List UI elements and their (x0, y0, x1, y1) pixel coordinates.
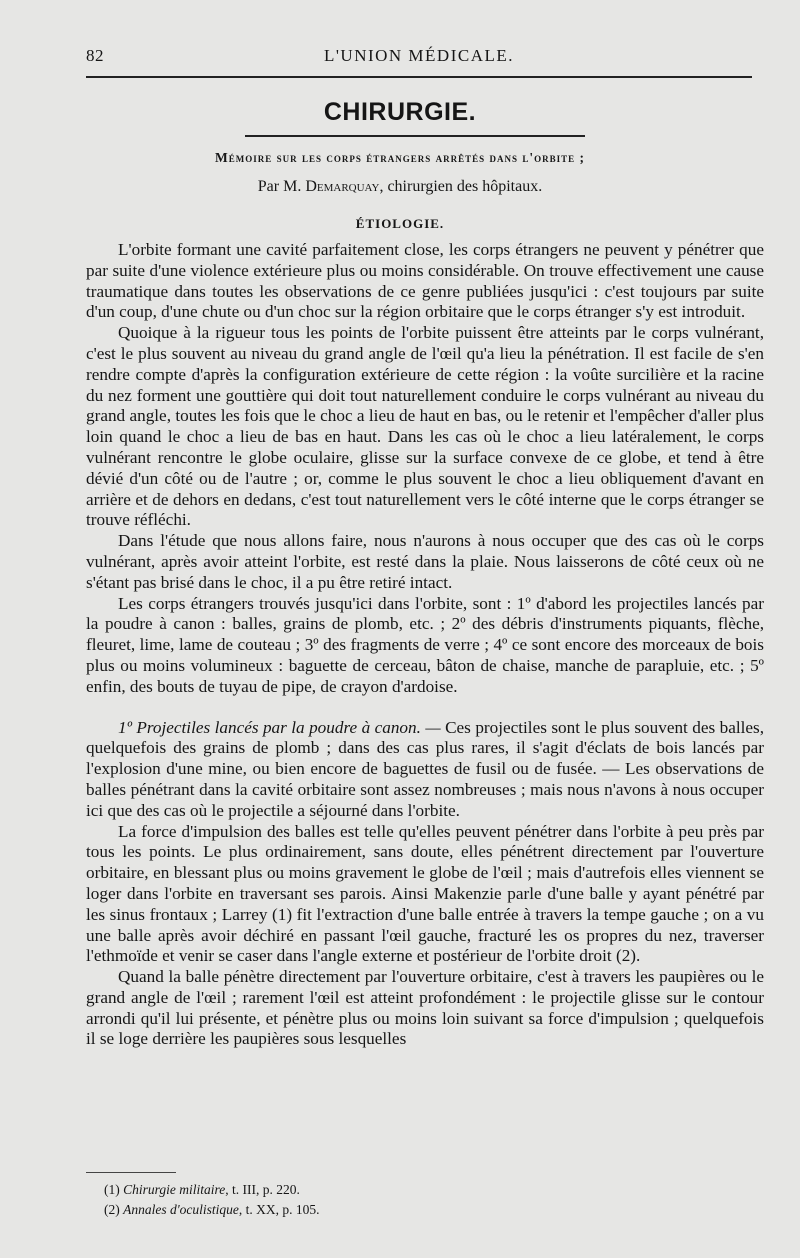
footnotes (104, 1180, 320, 1220)
footnote: (2) Annales d'oculistique, t. XX, p. 105. (104, 1202, 320, 1217)
paragraph (86, 718, 764, 822)
running-header (86, 46, 752, 70)
author-suffix: , chirurgien des hôpitaux. (379, 178, 543, 195)
footnote-source: Annales d'oculistique (123, 1202, 239, 1217)
footnote-ref: , t. III, p. 220. (225, 1182, 300, 1197)
paragraph-text: Ces projectiles sont le plus souvent des balles, quelquefois des grains de plomb ; dans des cas plus rares, il s'agit d'éclats de bois lancés par l'explosion d'une mine, ou bien encore de baguettes de fusil ou de fusée. — Les observations de balles pénétrant dans la cavité orbitaire sont assez nombreuses ; mais nous n'avons à nous occuper ici que des cas où le projectile a séjourné dans l'orbite. (86, 717, 765, 820)
header-rule (86, 76, 752, 78)
footnote-source: Chirurgie militaire (123, 1182, 226, 1197)
footnote-rule (86, 1172, 176, 1173)
article-body (86, 240, 764, 1050)
paragraph: Dans l'étude que nous allons faire, nous n'aurons à nous occuper que des cas où le corps vulnérant, après avoir atteint l'orbite, est resté dans la plaie. Nous laisserons de côté ceux où ne s'étant pas brisé dans le choc, il a pu être retiré intact. (86, 531, 764, 592)
section-title: CHIRURGIE. (323, 98, 477, 126)
paragraph: Les corps étrangers trouvés jusqu'ici dans l'orbite, sont : 1º d'abord les projectiles lancés par la poudre à canon : balles, grains de plomb, etc. ; 2º des débris d'instruments piquants, flèche, fleuret, lime, lame de couteau ; 3º des fragments de verre ; 4º ce sont encore des morceaux de bois plus ou moins volumineux : baguette de cerceau, bâton de chaise, manche de parapluie, etc. ; 5º enfin, des bouts de tuyau de pipe, de crayon d'ardoise. (86, 593, 764, 696)
memoire-title: Mémoire sur les corps étrangers arrêtés dans l'orbite ; (214, 150, 586, 165)
page-number: 82 (86, 46, 104, 65)
footnote: (1) Chirurgie militaire, t. III, p. 220. (104, 1182, 300, 1197)
author-prefix: Par M. (257, 178, 302, 195)
paragraph: L'orbite formant une cavité parfaitement close, les corps étrangers ne peuvent y pénétrer que par suite d'une violence extérieure plus ou moins considérable. On trouve effectivement une cause traumatique dans toutes les observations de ce genre publiées jusqu'ici : c'est toujours par suite d'un coup, d'une chute ou d'un choc sur la région orbitaire que le corps étranger s'y est introduit. (86, 240, 764, 322)
author-name: Demarquay (305, 178, 380, 195)
paragraph-lead: 1º Projectiles lancés par la poudre à canon. — (118, 717, 441, 737)
subheading: ÉTIOLOGIE. (355, 216, 445, 231)
paragraph: La force d'impulsion des balles est telle qu'elles peuvent pénétrer dans l'orbite à peu près par tous les points. Le plus ordinairement, sans doute, elles pénétrent directement par l'ouverture orbitaire, en blessant plus ou moins gravement le globe de l'œil ; mais d'autrefois elles viennent se loger dans l'orbite en traversant ses parois. Ainsi Makenzie parle d'une balle y ayant pénétré par les sinus frontaux ; Larrey (1) fit l'extraction d'une balle entrée à travers la tempe gauche ; on a vu une balle après avoir déchiré en passant l'œil gauche, fracturé les os propres du nez, traverser l'ethmoïde et venir se caser dans l'angle externe et postérieur de l'orbite droit (2). (86, 821, 764, 966)
journal-title: L'UNION MÉDICALE. (323, 46, 515, 65)
footnote-ref: , t. XX, p. 105. (238, 1202, 320, 1217)
paragraph: Quoique à la rigueur tous les points de l'orbite puissent être atteints par le corps vulnérant, c'est le plus souvent au niveau du grand angle de l'œil qu'a lieu la pénétration. Il est facile de s'en rendre compte d'après la configuration extérieure de cette région : la voûte surcilière et la racine du nez forment une gouttière qui doit tout naturellement conduire le corps vulnérant au niveau du grand angle, toutes les fois que le choc a lieu de haut en bas, ou le retenir et l'empêcher d'aller plus loin quand le choc a lieu de bas en haut. Dans les cas où le choc a lieu latéralement, le corps vulnérant rencontre le globe oculaire, glisse sur la surface convexe de ce globe, et tend à être dévié d'un côté ou de l'autre ; or, comme le plus souvent le choc a lieu obliquement d'avant en arrière et de dehors en dedans, c'est tout naturellement vers le côté interne que le corps étranger se trouve réfléchi. (86, 323, 764, 530)
author-line (0, 178, 800, 196)
title-rule (245, 135, 585, 137)
paragraph: Quand la balle pénètre directement par l'ouverture orbitaire, c'est à travers les paupières ou le grand angle de l'œil ; rarement l'œil est atteint profondément : le projectile glisse sur le contour arrondi qu'il lui présente, et pénètre plus ou moins loin suivant sa force d'impulsion ; quelquefois il se loge derrière les paupières sous lesquelles (86, 967, 764, 1049)
